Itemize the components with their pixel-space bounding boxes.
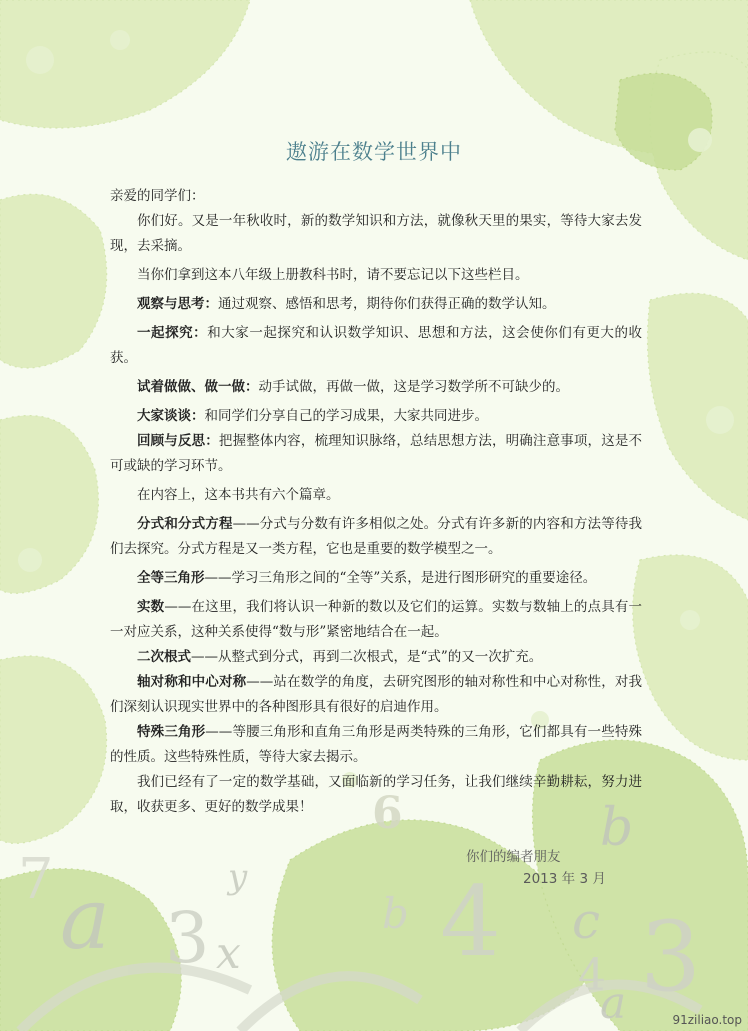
paragraph-text: ——从整式到分式，再到二次根式，是“式”的又一次扩充。 [191,649,543,665]
paragraph [110,512,642,562]
paragraph [110,670,642,720]
date: 2013 年 3 月 [523,871,606,887]
section-keyword: 观察与思考： [137,296,218,312]
decor-glyph: 7 [18,847,54,912]
paragraph [110,645,642,670]
paragraph [110,263,642,288]
paragraph-text: 你们好。又是一年秋收时，新的数学知识和方法，就像秋天里的果实，等待大家去发现，去采摘。 [110,213,642,254]
paragraph-text: 当你们拿到这本八年级上册教科书时，请不要忘记以下这些栏目。 [137,267,529,283]
paragraph [110,720,642,770]
paragraph [110,321,642,371]
section-keyword: 一起探究： [137,325,208,341]
decor-glyph: y [228,857,248,897]
decor-glyph: b [382,889,409,938]
decor-glyph: 4 [578,950,606,1001]
watermark: 91ziliao.top [672,1013,742,1027]
section-keyword: 试着做做、做一做： [137,379,259,395]
paragraph-text: ——等腰三角形和直角三角形是两类特殊的三角形，它们都具有一些特殊的性质。这些特殊性质，等待大家去揭示。 [110,724,643,765]
paragraph-text: 和大家一起探究和认识数学知识、思想和方法，这会使你们有更大的收获。 [110,325,643,366]
section-keyword: 轴对称和中心对称 [137,674,247,690]
section-keyword: 分式和分式方程 [137,516,233,532]
section-keyword: 实数 [137,599,165,615]
decor-glyph: 3 [165,897,210,979]
paragraph-text: 我们已经有了一定的数学基础，又面临新的学习任务，让我们继续辛勤耕耘，努力进取，收获更多、更好的数学成果！ [110,774,642,815]
signature-block [466,846,606,890]
decor-glyph: 3 [640,901,702,1013]
decor-glyph: x [216,928,241,979]
paragraph-text: ——分式与分数有许多相似之处。分式有许多新的内容和方法等待我们去探究。分式方程是又一类方程，它也是重要的数学模型之一。 [110,516,643,557]
paragraph [110,375,642,400]
paragraph [110,292,642,317]
section-keyword: 大家谈谈： [137,408,205,424]
greeting: 亲爱的同学们： [110,188,205,204]
decor-glyph: b [600,798,634,858]
page-title: 遨游在数学世界中 [286,140,462,164]
paragraph [110,429,642,479]
paragraph-text: ——站在数学的角度，去研究图形的轴对称性和中心对称性，对我们深刻认识现实世界中的各种图形具有很好的启迪作用。 [110,674,643,715]
section-keyword: 回顾与反思： [137,433,219,449]
paragraph-text: ——学习三角形之间的“全等”关系，是进行图形研究的重要途径。 [204,570,597,586]
paragraph-text: 通过观察、感悟和思考，期待你们获得正确的数学认知。 [218,296,556,312]
section-keyword: 全等三角形 [137,570,205,586]
paragraph [110,770,642,820]
decor-glyph: 6 [372,788,403,839]
paragraph-text: 在内容上，这本书共有六个篇章。 [137,487,340,503]
section-keyword: 二次根式 [137,649,191,665]
paragraph [110,404,642,429]
decor-glyph: a [60,870,111,968]
section-keyword: 特殊三角形 [137,724,206,740]
decor-glyph: c [572,892,601,950]
paragraph [110,566,642,591]
letter-body [110,184,642,820]
paragraph [110,483,642,508]
paragraph-text: ——在这里，我们将认识一种新的数以及它们的运算。实数与数轴上的点具有一一对应关系，这种关系使得“数与形”紧密地结合在一起。 [110,599,643,640]
paragraph-text: 把握整体内容，梳理知识脉络，总结思想方法，明确注意事项，这是不可或缺的学习环节。 [110,433,643,474]
paragraph-text: 动手试做，再做一做，这是学习数学所不可缺少的。 [258,379,569,395]
decor-glyph: 4 [440,866,502,978]
signature: 你们的编者朋友 [466,849,561,865]
decor-glyph: a [600,978,627,1029]
paragraph-text: 和同学们分享自己的学习成果，大家共同进步。 [204,408,488,424]
paragraph [110,209,642,259]
paragraph [110,595,642,645]
